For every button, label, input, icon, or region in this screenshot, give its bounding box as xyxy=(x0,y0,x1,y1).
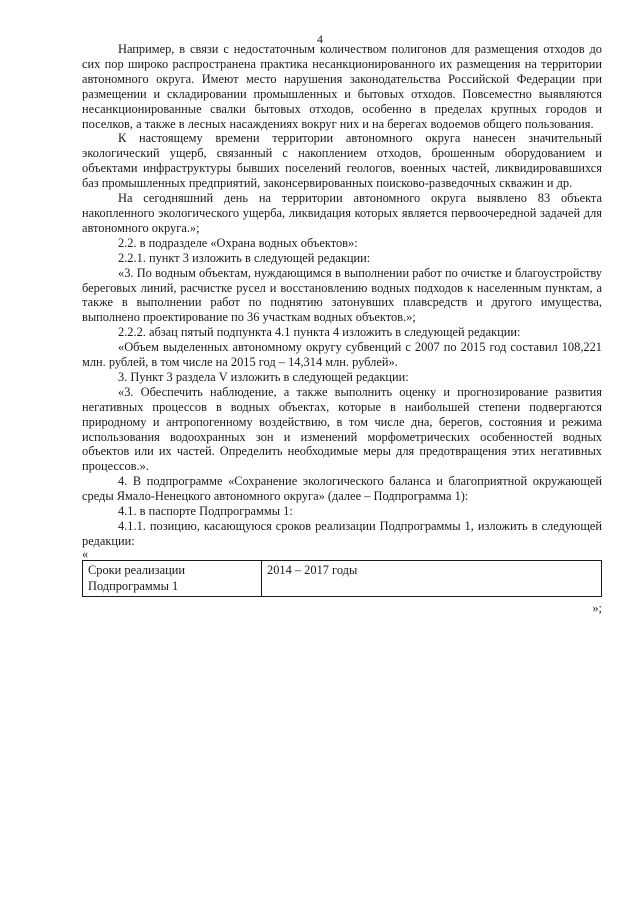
paragraph: «3. Обеспечить наблюдение, а также выполнить оценку и прогнозирование развития негативных процессов в водных объектах, которые в наибольшей степени подвергаются природному и антропогенному воздействию, в том числе дна, берегов, состояния и режима использования водоохранных зон и изменений морфометрических особенностей водных объектов или их частей. Определить необходимые меры для предотвращения этих негативных процессов.». xyxy=(82,384,602,474)
paragraph: 4.1. в паспорте Подпрограммы 1: xyxy=(118,504,293,519)
paragraph: 2.2.2. абзац пятый подпункта 4.1 пункта 4 изложить в следующей редакции: xyxy=(118,325,521,340)
page-number: 4 xyxy=(317,32,323,46)
document-body xyxy=(82,42,602,615)
quote-open-mark: « xyxy=(82,546,89,561)
terms-label-cell: Сроки реализации Подпрограммы 1 xyxy=(83,560,262,596)
paragraph: «Объем выделенных автономному округу субвенций с 2007 по 2015 год составил 108,221 млн. рублей, в том числе на 2015 год – 14,314 млн. рублей». xyxy=(82,340,602,370)
paragraph: 3. Пункт 3 раздела V изложить в следующей редакции: xyxy=(118,369,409,384)
implementation-terms-table xyxy=(82,560,602,597)
paragraph: 2.2. в подразделе «Охрана водных объектов»: xyxy=(118,235,358,250)
terms-value-cell: 2014 – 2017 годы xyxy=(262,560,602,596)
quote-close-mark: »; xyxy=(592,600,602,615)
paragraph: 2.2.1. пункт 3 изложить в следующей редакции: xyxy=(118,250,371,265)
paragraph: Например, в связи с недостаточным количеством полигонов для размещения отходов до сих пор широко распространена практика несанкционированного их размещения на территории автономного округа. Имеют место нарушения законодательства Российской Федерации при размещении и складировании промышленных и бытовых отходов. Повсеместно выявляются несанкционированные свалки бытовых отходов, особенно в пределах крупных городов и поселков, а также в лесных насаждениях вокруг них и на берегах водоемов общего пользования. xyxy=(82,42,602,131)
table-row xyxy=(83,560,602,596)
paragraph: На сегодняшний день на территории автономного округа выявлено 83 объекта накопленного экологического ущерба, ликвидация которых является первоочередной задачей для автономного округа.»; xyxy=(82,191,602,235)
paragraph: 4.1.1. позицию, касающуюся сроков реализации Подпрограммы 1, изложить в следующей редакции: xyxy=(82,519,602,548)
paragraph: «3. По водным объектам, нуждающимся в выполнении работ по очистке и благоустройству береговых линий, расчистке русел и восстановлению водных подходов к населенным пунктам, а также в выполнении работ по поднятию затонувших плавсредств и другого имущества, выполнено проектирование по 36 участкам водных объектов.»; xyxy=(82,265,602,325)
paragraph: К настоящему времени территории автономного округа нанесен значительный экологический ущерб, связанный с накоплением отходов, брошенным оборудованием и объектами инфраструктуры бывших поселений геологов, военных частей, ликвидировавшихся баз промышленных предприятий, законсервированных поисково-разведочных скважин и др. xyxy=(82,131,602,191)
paragraph: 4. В подпрограмме «Сохранение экологического баланса и благоприятной окружающей среды Ямало-Ненецкого автономного округа» (далее – Подпрограмма 1): xyxy=(82,474,602,504)
